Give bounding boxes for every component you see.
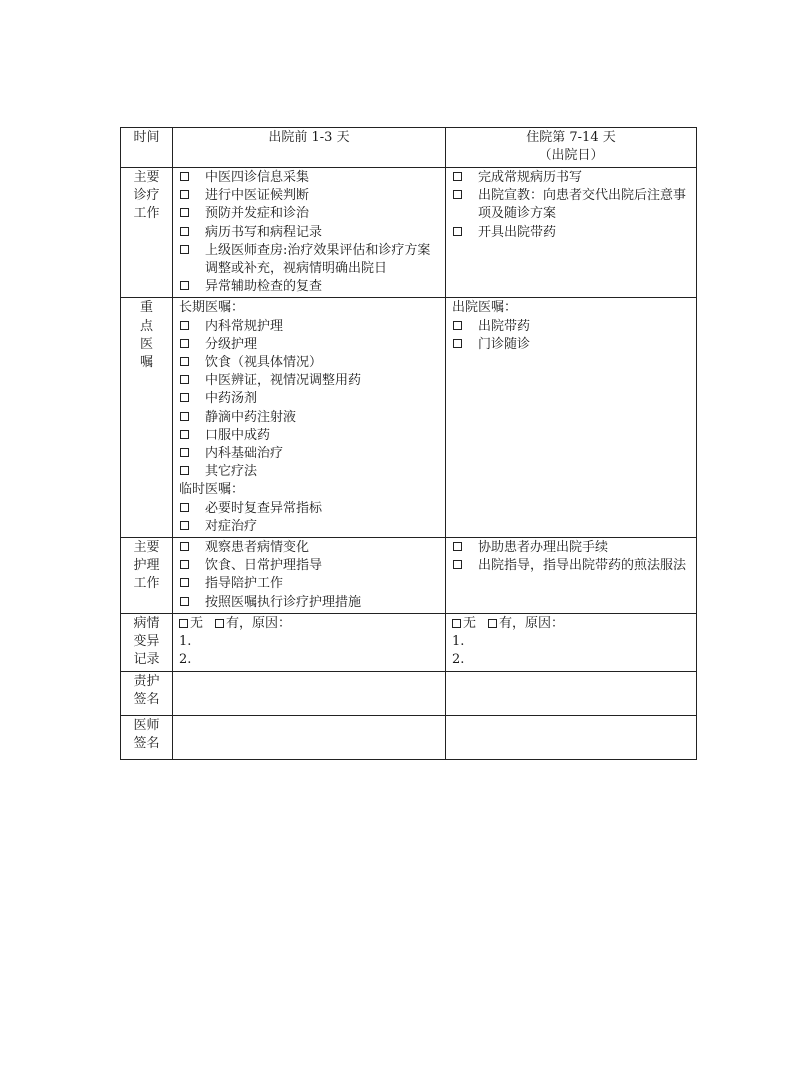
checkbox-icon[interactable]: [453, 560, 462, 569]
nurse-sign-col1-field[interactable]: [173, 671, 446, 715]
checklist-item[interactable]: [451, 318, 691, 336]
variance-col2-cell: [446, 614, 697, 672]
checklist-item-label: 中医四诊信息采集: [205, 170, 310, 185]
header-time-cell: [121, 128, 173, 168]
checklist-item-label: 饮食、日常护理指导: [205, 558, 323, 574]
checkbox-icon[interactable]: [453, 190, 462, 199]
nursing-col1-cell: [173, 538, 446, 614]
variance-yes-label: 有，原因：: [226, 616, 292, 632]
orders-col1-cell: [173, 298, 446, 538]
discharge-orders-heading: 出院医嘱：: [452, 300, 518, 316]
variance-choice: [178, 615, 440, 633]
diagnosis-row: [121, 168, 697, 298]
checklist-item[interactable]: [451, 224, 691, 242]
checkbox-icon[interactable]: [180, 208, 189, 217]
checklist-item-label: 完成常规病历书写: [478, 170, 583, 185]
checklist-item[interactable]: [178, 187, 440, 205]
checklist-item[interactable]: [451, 169, 691, 187]
variance-choice: [451, 615, 691, 633]
diagnosis-col1-cell: [173, 168, 446, 298]
orders-label-line: 医: [139, 336, 153, 352]
checklist-item[interactable]: [178, 594, 440, 612]
nursing-col2-cell: [446, 538, 697, 614]
checklist-item[interactable]: [178, 427, 440, 445]
checkbox-icon[interactable]: [180, 560, 189, 569]
header-time: 时间: [133, 130, 160, 145]
nursing-label-line: 工作: [133, 576, 160, 592]
checklist-item[interactable]: [178, 278, 440, 296]
diagnosis-label-line: 诊疗: [133, 188, 160, 204]
variance-yes-label: 有，原因：: [499, 616, 565, 632]
checklist-item-label: 中医辨证，视情况调整用药: [205, 373, 362, 389]
checkbox-icon[interactable]: [180, 542, 189, 551]
checkbox-icon[interactable]: [180, 448, 189, 457]
checkbox-icon[interactable]: [180, 321, 189, 330]
checkbox-icon[interactable]: [180, 227, 189, 236]
checklist-item-label: 出院带药: [478, 318, 531, 334]
checkbox-icon[interactable]: [488, 619, 497, 628]
header-col1: 出院前 1-3 天: [268, 130, 350, 145]
checklist-item[interactable]: [178, 354, 440, 372]
temp-orders-heading: 临时医嘱：: [179, 482, 245, 498]
checklist-item[interactable]: [178, 500, 440, 518]
checklist-item-label: 内科常规护理: [205, 318, 284, 334]
diagnosis-label-cell: [121, 168, 173, 298]
checklist-item-label: 必要时复查异常指标: [205, 500, 323, 516]
orders-col2-cell: [446, 298, 697, 538]
header-col2-cell: [446, 128, 697, 168]
orders-label-line: 嘱: [139, 355, 153, 371]
variance-label-line: 变异: [133, 634, 160, 650]
doctor-sign-label-cell: [121, 715, 173, 759]
checklist-item-label: 异常辅助检查的复查: [205, 279, 323, 295]
checklist-item[interactable]: [451, 336, 691, 354]
checkbox-icon[interactable]: [180, 503, 189, 512]
doctor-sign-label-line: 医师: [133, 717, 160, 733]
header-row: [121, 128, 697, 168]
nursing-label-line: 主要: [133, 540, 160, 556]
checkbox-icon[interactable]: [453, 542, 462, 551]
clinical-pathway-table: [120, 127, 697, 760]
checklist-item-label: 出院指导，指导出院带药的煎法服法: [478, 558, 687, 574]
diagnosis-label-line: 主要: [133, 170, 160, 185]
checklist-item[interactable]: [178, 169, 440, 187]
checkbox-icon[interactable]: [180, 357, 189, 366]
variance-label-cell: [121, 614, 173, 672]
checklist-item-label: 开具出院带药: [478, 224, 557, 240]
variance-no-label: 无: [190, 616, 204, 632]
checklist-item[interactable]: [178, 318, 440, 336]
checklist-item-label: 内科基础治疗: [205, 446, 284, 462]
nurse-sign-col2-field[interactable]: [446, 671, 697, 715]
doctor-sign-label-line: 签名: [133, 735, 160, 751]
checklist-item-label: 出院宣教：向患者交代出院后注意事项及随诊方案: [478, 188, 687, 222]
checkbox-icon[interactable]: [180, 190, 189, 199]
nursing-label-line: 护理: [133, 558, 160, 574]
checklist-item-label: 口服中成药: [205, 427, 271, 443]
checklist-item[interactable]: [178, 205, 440, 223]
checklist-item-label: 分级护理: [205, 336, 258, 352]
variance-row: [121, 614, 697, 672]
checkbox-icon[interactable]: [180, 578, 189, 587]
checklist-item[interactable]: [178, 539, 440, 557]
checklist-item[interactable]: [178, 518, 440, 536]
header-col1-cell: [173, 128, 446, 168]
variance-no-label: 无: [463, 616, 477, 632]
long-term-orders-heading: 长期医嘱：: [179, 300, 245, 316]
checklist-item-label: 协助患者办理出院手续: [478, 540, 609, 556]
diagnosis-col2-cell: [446, 168, 697, 298]
orders-label-line: 点: [139, 318, 153, 334]
checkbox-icon[interactable]: [453, 321, 462, 330]
orders-label-line: 重: [139, 300, 153, 316]
orders-label-cell: [121, 298, 173, 538]
checklist-item[interactable]: [178, 445, 440, 463]
checklist-item[interactable]: [178, 463, 440, 481]
checkbox-icon[interactable]: [180, 430, 189, 439]
checkbox-icon[interactable]: [180, 339, 189, 348]
checklist-item[interactable]: [178, 557, 440, 575]
checkbox-icon[interactable]: [180, 412, 189, 421]
checkbox-icon[interactable]: [179, 619, 188, 628]
checkbox-icon[interactable]: [180, 172, 189, 181]
checkbox-icon[interactable]: [180, 375, 189, 384]
checkbox-icon[interactable]: [453, 339, 462, 348]
checklist-item-label: 中药汤剂: [205, 391, 258, 407]
checklist-item-label: 病历书写和病程记录: [205, 224, 323, 240]
checkbox-icon[interactable]: [453, 172, 462, 181]
checklist-item[interactable]: [178, 224, 440, 242]
checkbox-icon[interactable]: [180, 281, 189, 290]
checkbox-icon[interactable]: [180, 597, 189, 606]
checkbox-icon[interactable]: [180, 521, 189, 530]
checklist-item[interactable]: [178, 372, 440, 390]
variance-label-line: 记录: [133, 652, 160, 668]
nurse-sign-label-line: 签名: [133, 691, 160, 707]
variance-line-1[interactable]: 1.: [452, 634, 465, 650]
checklist-item-label: 预防并发症和诊治: [205, 206, 310, 222]
checkbox-icon[interactable]: [180, 466, 189, 475]
variance-label-line: 病情: [133, 616, 160, 632]
header-col2-line1: 住院第 7-14 天: [526, 130, 616, 145]
checklist-item-label: 上级医师查房:治疗效果评估和诊疗方案调整或补充，视病情明确出院日: [205, 242, 431, 277]
checklist-item[interactable]: [178, 409, 440, 427]
checkbox-icon[interactable]: [453, 227, 462, 236]
nursing-row: [121, 538, 697, 614]
variance-line-1[interactable]: 1.: [179, 634, 192, 650]
checklist-item[interactable]: [451, 539, 691, 557]
nurse-sign-label-line: 责护: [133, 673, 160, 689]
checkbox-icon[interactable]: [215, 619, 224, 628]
checklist-item-label: 指导陪护工作: [205, 576, 284, 592]
orders-row: [121, 298, 697, 538]
checklist-item[interactable]: [178, 336, 440, 354]
variance-col1-cell: [173, 614, 446, 672]
checklist-item-label: 门诊随诊: [478, 336, 531, 352]
diagnosis-label-line: 工作: [133, 206, 160, 222]
variance-line-2[interactable]: 2.: [179, 652, 192, 668]
checklist-item-label: 静滴中药注射液: [205, 409, 297, 425]
checklist-item[interactable]: [451, 557, 691, 575]
checklist-item[interactable]: [178, 242, 440, 278]
checkbox-icon[interactable]: [180, 245, 189, 254]
variance-line-2[interactable]: 2.: [452, 652, 465, 668]
checklist-item[interactable]: [178, 390, 440, 408]
nurse-sign-label-cell: [121, 671, 173, 715]
checklist-item-label: 按照医嘱执行诊疗护理措施: [205, 594, 362, 610]
header-col2-line2: （出院日）: [538, 148, 604, 164]
checkbox-icon[interactable]: [180, 393, 189, 402]
checklist-item[interactable]: [178, 575, 440, 593]
doctor-sign-row: [121, 715, 697, 759]
checklist-item-label: 对症治疗: [205, 518, 258, 534]
checkbox-icon[interactable]: [452, 619, 461, 628]
checklist-item[interactable]: [451, 187, 691, 223]
checklist-item-label: 观察患者病情变化: [205, 540, 310, 556]
doctor-sign-col1-field[interactable]: [173, 715, 446, 759]
checklist-item-label: 其它疗法: [205, 464, 258, 480]
checklist-item-label: 进行中医证候判断: [205, 188, 310, 204]
nurse-sign-row: [121, 671, 697, 715]
doctor-sign-col2-field[interactable]: [446, 715, 697, 759]
checklist-item-label: 饮食（视具体情况）: [205, 355, 323, 371]
nursing-label-cell: [121, 538, 173, 614]
